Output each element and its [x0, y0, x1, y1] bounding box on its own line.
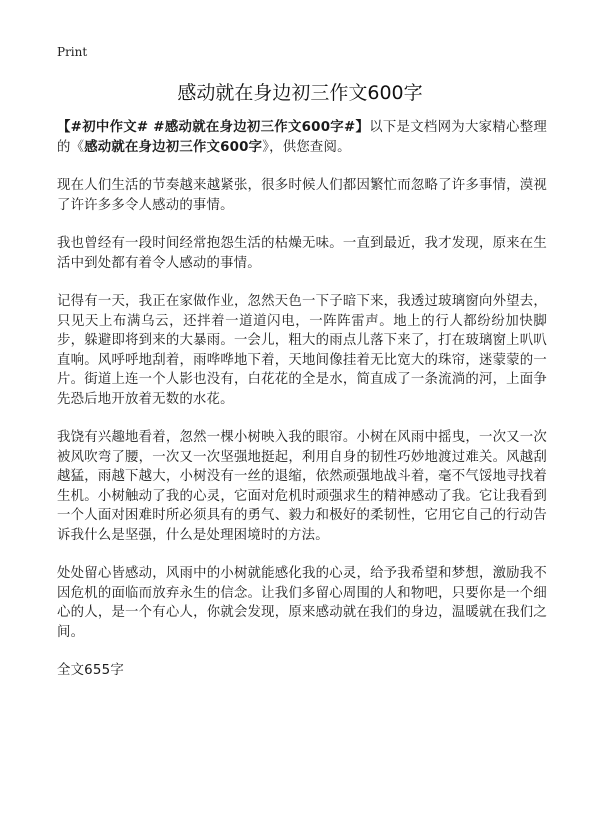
- paragraph-2: 我也曾经有一段时间经常抱怨生活的枯燥无味。一直到最近，我才发现，原来在生活中到处都有着令人感动的事情。: [57, 236, 547, 271]
- article-body: [57, 118, 547, 700]
- intro-paragraph: [57, 118, 547, 157]
- paragraph-3: 记得有一天，我正在家做作业，忽然天色一下子暗下来，我透过玻璃窗向外望去，只见天上布满乌云，还拌着一道道闪电，一阵阵雷声。地上的行人都纷纷加快脚步，躲避即将到来的大暴雨。一会儿，粗大的雨点儿落下来了，打在玻璃窗上叭叭直响。风呼呼地刮着，雨哗哗地下着，天地间像挂着无比宽大的珠帘，迷蒙蒙的一片。街道上连一个人影也没有，白花花的全是水，简直成了一条流淌的河，上面争先恐后地开放着无数的水花。: [57, 294, 547, 407]
- intro-suffix: 》，供您查阅。: [262, 139, 351, 155]
- print-link[interactable]: Print: [57, 45, 88, 59]
- intro-text: 以下是文档网为大家精心整理的《: [57, 120, 547, 155]
- intro-bold-title: 感动就在身边初三作文600字: [84, 139, 263, 155]
- intro-tags: 【#初中作文# #感动就在身边初三作文600字#】: [57, 120, 370, 135]
- word-count: 全文655字: [57, 663, 124, 678]
- paragraph-5: 处处留心皆感动，风雨中的小树就能感化我的心灵，给予我希望和梦想，激励我不因危机的面临而放弃永生的信念。让我们多留心周围的人和物吧，只要你是一个细心的人，是一个有心人，你就会发现，原来感动就在我们的身边，温暖就在我们之间。: [57, 566, 547, 640]
- page-title: 感动就在身边初三作文600字: [177, 82, 423, 104]
- paragraph-1: 现在人们生活的节奏越来越紧张，很多时候人们都因繁忙而忽略了许多事情，漠视了许许多多令人感动的事情。: [57, 178, 547, 213]
- paragraph-4: 我饶有兴趣地看着，忽然一棵小树映入我的眼帘。小树在风雨中摇曳，一次又一次被风吹弯了腰，一次又一次坚强地挺起，利用自身的韧性巧妙地渡过难关。风越刮越猛，雨越下越大，小树没有一丝的退缩，依然顽强地战斗着，毫不气馁地寻找着生机。小树触动了我的心灵，它面对危机时顽强求生的精神感动了我。它让我看到一个人面对困难时所必须具有的勇气、毅力和极好的柔韧性，它用它自己的行动告诉我什么是坚强，什么是处理困境时的方法。: [57, 430, 547, 543]
